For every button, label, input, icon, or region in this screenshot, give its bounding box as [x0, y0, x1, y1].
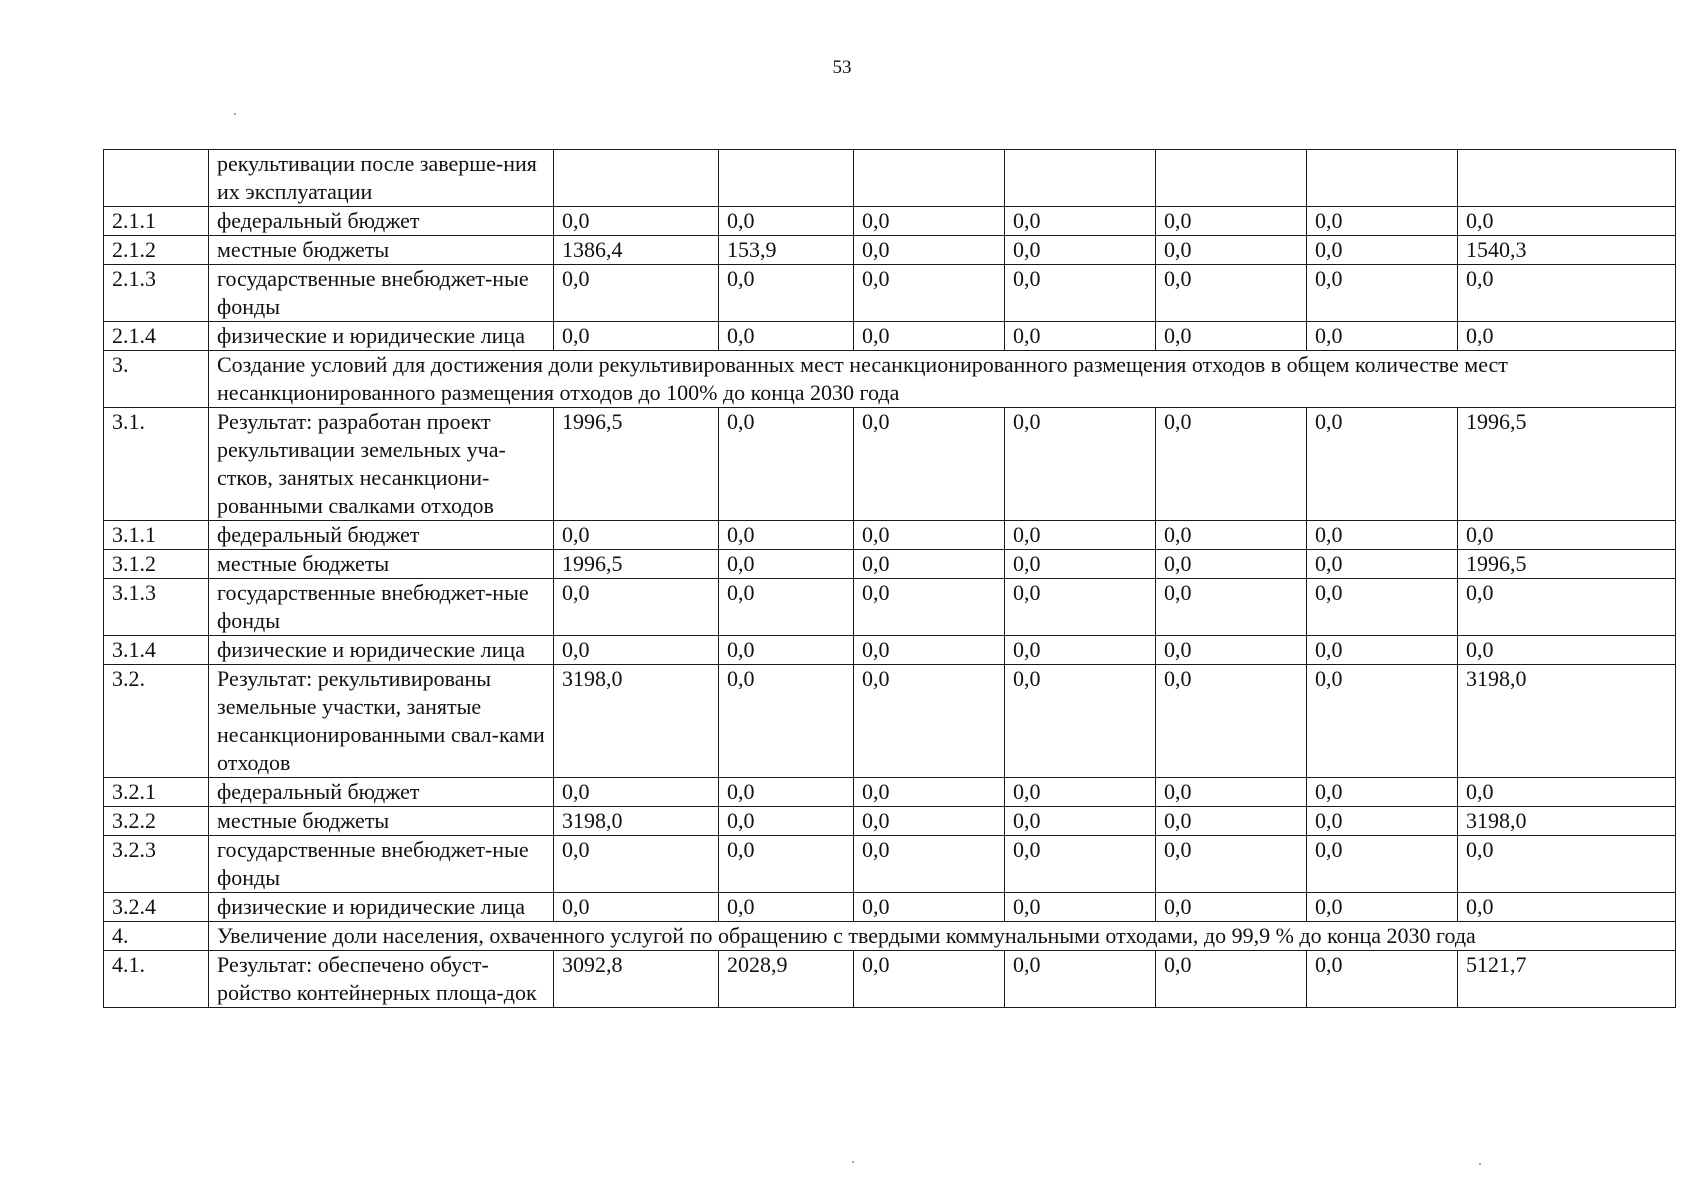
- value-cell: 0,0: [1156, 550, 1307, 579]
- value-cell: 0,0: [854, 636, 1005, 665]
- value-cell: 0,0: [1458, 322, 1676, 351]
- value-cell: 0,0: [854, 665, 1005, 778]
- value-cell: 0,0: [854, 893, 1005, 922]
- value-cell: [554, 150, 719, 207]
- value-cell: 0,0: [1005, 836, 1156, 893]
- item-name-cell: Результат: обеспечено обуст-ройство контейнерных площа-док: [209, 951, 554, 1008]
- value-cell: 0,0: [854, 807, 1005, 836]
- value-cell: 0,0: [719, 265, 854, 322]
- value-cell: 0,0: [854, 521, 1005, 550]
- table-row: [104, 236, 1676, 265]
- value-cell: 0,0: [1156, 951, 1307, 1008]
- table-row: [104, 579, 1676, 636]
- value-cell: 0,0: [1458, 893, 1676, 922]
- value-cell: 0,0: [1005, 521, 1156, 550]
- row-number-cell: 3.2.3: [104, 836, 209, 893]
- value-cell: 0,0: [1005, 951, 1156, 1008]
- value-cell: 0,0: [854, 836, 1005, 893]
- item-name-cell: физические и юридические лица: [209, 893, 554, 922]
- value-cell: 0,0: [854, 778, 1005, 807]
- row-number-cell: 4.1.: [104, 951, 209, 1008]
- value-cell: 0,0: [854, 236, 1005, 265]
- value-cell: 1540,3: [1458, 236, 1676, 265]
- value-cell: 0,0: [719, 807, 854, 836]
- value-cell: 0,0: [1307, 836, 1458, 893]
- section-title-cell: Увеличение доли населения, охваченного услугой по обращению с твердыми коммунальными отходами, до 99,9 % до конца 2030 года: [209, 922, 1676, 951]
- value-cell: 0,0: [1307, 207, 1458, 236]
- value-cell: 2028,9: [719, 951, 854, 1008]
- value-cell: 0,0: [719, 408, 854, 521]
- item-name-cell: государственные внебюджет-ные фонды: [209, 836, 554, 893]
- value-cell: 0,0: [554, 207, 719, 236]
- item-name-cell: федеральный бюджет: [209, 521, 554, 550]
- page-number: 53: [832, 57, 852, 78]
- value-cell: 0,0: [1005, 322, 1156, 351]
- value-cell: 0,0: [554, 636, 719, 665]
- value-cell: 0,0: [854, 408, 1005, 521]
- value-cell: 0,0: [854, 322, 1005, 351]
- table-row: [104, 265, 1676, 322]
- value-cell: 3092,8: [554, 951, 719, 1008]
- value-cell: 0,0: [1307, 636, 1458, 665]
- item-name-cell: Результат: рекультивированы земельные участки, занятые несанкционированными свал-ками отходов: [209, 665, 554, 778]
- value-cell: 0,0: [719, 778, 854, 807]
- value-cell: 0,0: [1156, 265, 1307, 322]
- value-cell: 0,0: [719, 665, 854, 778]
- value-cell: 0,0: [554, 322, 719, 351]
- value-cell: 0,0: [1307, 265, 1458, 322]
- item-name-cell: государственные внебюджет-ные фонды: [209, 265, 554, 322]
- table-row: [104, 665, 1676, 778]
- value-cell: 3198,0: [554, 807, 719, 836]
- row-number-cell: 3.1.: [104, 408, 209, 521]
- item-name-cell: физические и юридические лица: [209, 322, 554, 351]
- item-name-cell: местные бюджеты: [209, 550, 554, 579]
- value-cell: 0,0: [554, 579, 719, 636]
- item-name-cell: местные бюджеты: [209, 236, 554, 265]
- table-row: [104, 521, 1676, 550]
- value-cell: 0,0: [554, 836, 719, 893]
- value-cell: 0,0: [1005, 893, 1156, 922]
- value-cell: 0,0: [854, 550, 1005, 579]
- table-row: [104, 893, 1676, 922]
- value-cell: 0,0: [1458, 207, 1676, 236]
- section-row: [104, 922, 1676, 951]
- value-cell: 0,0: [1005, 207, 1156, 236]
- value-cell: 0,0: [854, 951, 1005, 1008]
- table-row: [104, 550, 1676, 579]
- value-cell: 0,0: [1307, 408, 1458, 521]
- table-body: [104, 150, 1676, 1008]
- value-cell: 0,0: [1005, 408, 1156, 521]
- value-cell: 0,0: [1156, 636, 1307, 665]
- row-number-cell: 2.1.2: [104, 236, 209, 265]
- item-name-cell: местные бюджеты: [209, 807, 554, 836]
- value-cell: 1996,5: [554, 408, 719, 521]
- value-cell: 0,0: [854, 265, 1005, 322]
- table-row: [104, 207, 1676, 236]
- value-cell: 0,0: [554, 521, 719, 550]
- row-number-cell: 3.1.3: [104, 579, 209, 636]
- row-number-cell: 3.1.1: [104, 521, 209, 550]
- value-cell: 153,9: [719, 236, 854, 265]
- section-title-cell: Создание условий для достижения доли рекультивированных мест несанкционированного размещения отходов в общем количестве мест несанкционированного размещения отходов до 100% до конца 2030 года: [209, 351, 1676, 408]
- value-cell: 0,0: [1307, 807, 1458, 836]
- value-cell: 0,0: [1156, 408, 1307, 521]
- value-cell: 0,0: [719, 836, 854, 893]
- value-cell: [1458, 150, 1676, 207]
- value-cell: 0,0: [1156, 579, 1307, 636]
- row-number-cell: 3.1.4: [104, 636, 209, 665]
- value-cell: 0,0: [1156, 836, 1307, 893]
- item-name-cell: государственные внебюджет-ные фонды: [209, 579, 554, 636]
- value-cell: 0,0: [1458, 521, 1676, 550]
- value-cell: [1156, 150, 1307, 207]
- value-cell: 0,0: [1156, 322, 1307, 351]
- value-cell: 0,0: [1005, 636, 1156, 665]
- value-cell: 1386,4: [554, 236, 719, 265]
- value-cell: 0,0: [554, 265, 719, 322]
- value-cell: 0,0: [1156, 207, 1307, 236]
- budget-table: [103, 149, 1676, 1008]
- table-row: [104, 951, 1676, 1008]
- scan-speck: [234, 113, 236, 115]
- table-row: [104, 408, 1676, 521]
- table-row: [104, 778, 1676, 807]
- value-cell: 0,0: [1156, 665, 1307, 778]
- value-cell: 0,0: [719, 207, 854, 236]
- value-cell: 0,0: [1458, 636, 1676, 665]
- item-name-cell: федеральный бюджет: [209, 207, 554, 236]
- item-name-cell: федеральный бюджет: [209, 778, 554, 807]
- value-cell: 0,0: [719, 322, 854, 351]
- row-number-cell: 3.1.2: [104, 550, 209, 579]
- value-cell: 0,0: [1005, 778, 1156, 807]
- value-cell: 0,0: [1005, 579, 1156, 636]
- value-cell: [1307, 150, 1458, 207]
- value-cell: 3198,0: [554, 665, 719, 778]
- row-number-cell: 3.2.4: [104, 893, 209, 922]
- value-cell: 0,0: [1458, 836, 1676, 893]
- value-cell: 0,0: [1156, 807, 1307, 836]
- value-cell: 0,0: [1307, 893, 1458, 922]
- value-cell: 0,0: [1156, 778, 1307, 807]
- value-cell: 0,0: [719, 521, 854, 550]
- value-cell: 1996,5: [1458, 408, 1676, 521]
- value-cell: 0,0: [1156, 521, 1307, 550]
- row-number-cell: 3.2.1: [104, 778, 209, 807]
- value-cell: 1996,5: [1458, 550, 1676, 579]
- section-row: [104, 351, 1676, 408]
- value-cell: 0,0: [1307, 322, 1458, 351]
- value-cell: 0,0: [1458, 778, 1676, 807]
- value-cell: 0,0: [1307, 778, 1458, 807]
- row-number-cell: 2.1.3: [104, 265, 209, 322]
- table-row: [104, 836, 1676, 893]
- row-number-cell: 2.1.4: [104, 322, 209, 351]
- value-cell: 0,0: [1307, 951, 1458, 1008]
- value-cell: 0,0: [854, 579, 1005, 636]
- value-cell: 0,0: [1156, 893, 1307, 922]
- value-cell: 0,0: [719, 893, 854, 922]
- value-cell: 0,0: [854, 207, 1005, 236]
- row-number-cell: 2.1.1: [104, 207, 209, 236]
- value-cell: 0,0: [719, 636, 854, 665]
- table-row: [104, 636, 1676, 665]
- table-row: [104, 150, 1676, 207]
- value-cell: 0,0: [1458, 579, 1676, 636]
- row-number-cell: 4.: [104, 922, 209, 951]
- value-cell: 0,0: [1307, 236, 1458, 265]
- value-cell: 0,0: [1005, 550, 1156, 579]
- item-name-cell: Результат: разработан проект рекультивации земельных уча-стков, занятых несанкциони-рованными свалками отходов: [209, 408, 554, 521]
- value-cell: 0,0: [1156, 236, 1307, 265]
- value-cell: 0,0: [1307, 521, 1458, 550]
- table-row: [104, 322, 1676, 351]
- value-cell: 0,0: [1307, 579, 1458, 636]
- scan-speck: [1479, 1163, 1481, 1165]
- value-cell: [854, 150, 1005, 207]
- item-name-cell: физические и юридические лица: [209, 636, 554, 665]
- value-cell: [1005, 150, 1156, 207]
- value-cell: 1996,5: [554, 550, 719, 579]
- value-cell: 0,0: [554, 893, 719, 922]
- value-cell: 0,0: [719, 579, 854, 636]
- value-cell: 0,0: [1307, 550, 1458, 579]
- value-cell: 0,0: [1005, 265, 1156, 322]
- item-name-cell: рекультивации после заверше-ния их эксплуатации: [209, 150, 554, 207]
- scan-speck: [852, 1161, 854, 1163]
- value-cell: 0,0: [1458, 265, 1676, 322]
- row-number-cell: 3.2.2: [104, 807, 209, 836]
- value-cell: 0,0: [554, 778, 719, 807]
- value-cell: 0,0: [1307, 665, 1458, 778]
- value-cell: 3198,0: [1458, 807, 1676, 836]
- row-number-cell: [104, 150, 209, 207]
- table-row: [104, 807, 1676, 836]
- value-cell: 0,0: [1005, 236, 1156, 265]
- value-cell: 0,0: [1005, 807, 1156, 836]
- value-cell: 3198,0: [1458, 665, 1676, 778]
- row-number-cell: 3.2.: [104, 665, 209, 778]
- value-cell: 0,0: [719, 550, 854, 579]
- value-cell: 5121,7: [1458, 951, 1676, 1008]
- value-cell: [719, 150, 854, 207]
- value-cell: 0,0: [1005, 665, 1156, 778]
- row-number-cell: 3.: [104, 351, 209, 408]
